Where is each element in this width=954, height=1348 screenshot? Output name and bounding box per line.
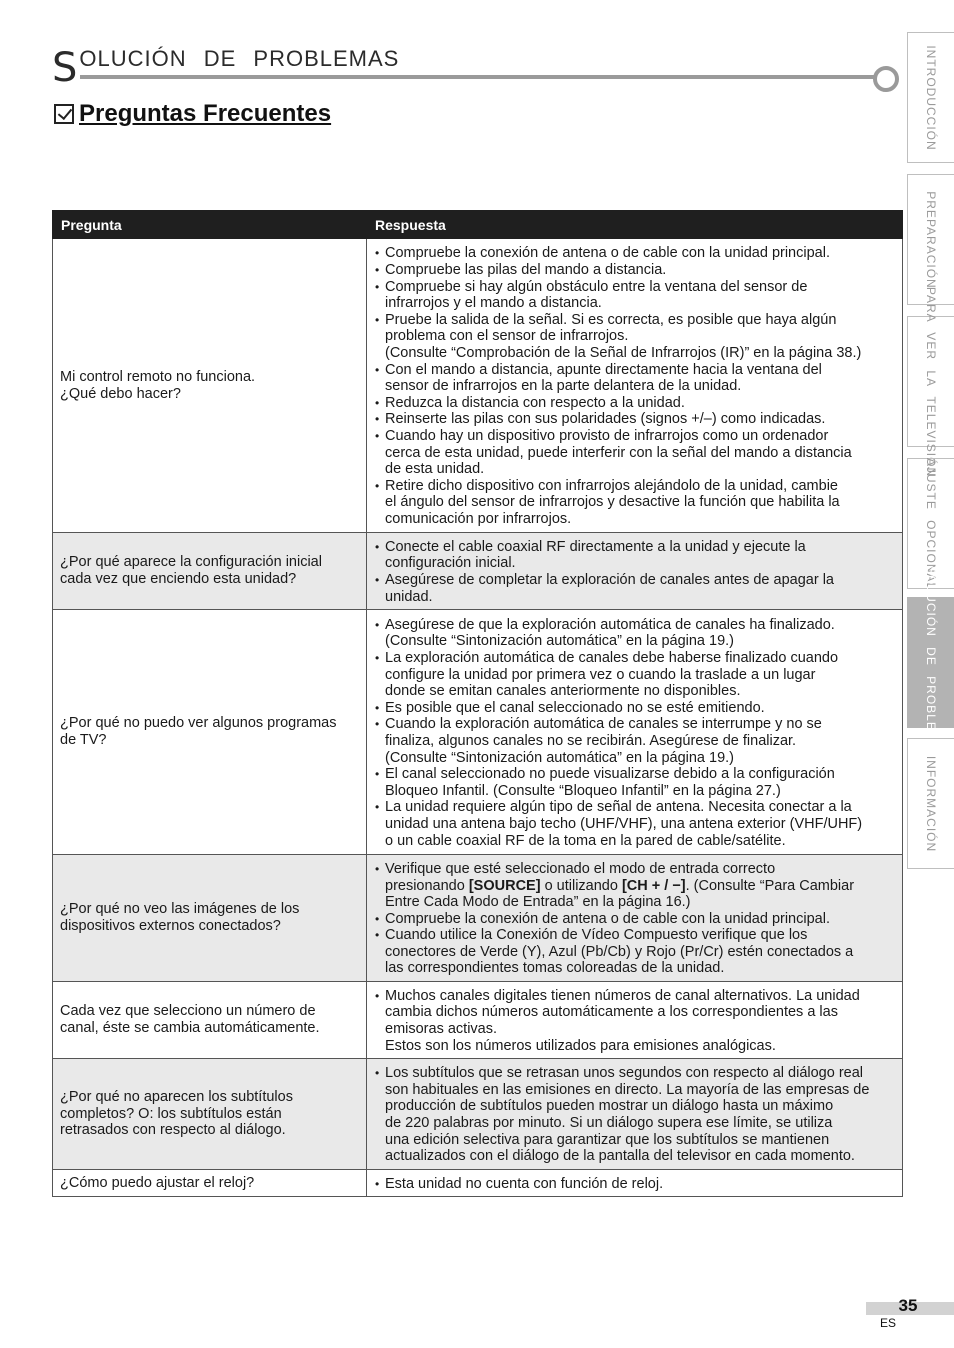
answer-text: • Compruebe las pilas del mando a distancia. [385, 262, 667, 279]
answer-text: • Esta unidad no cuenta con función de reloj. [385, 1175, 664, 1192]
answer-bullet [375, 1176, 894, 1193]
answer-text: • Compruebe la conexión de antena o de cable con la unidad principal. [385, 245, 830, 262]
answer-bullet [375, 650, 894, 700]
answer-text: • Asegúrese de completar la exploración de canales antes de apagar la [385, 572, 834, 588]
table-body [53, 239, 903, 1197]
question-text: completos? O: los subtítulos están [60, 1105, 282, 1122]
answer-text: producción de subtítulos pueden mostrar un diálogo hasta un máximo [385, 1098, 834, 1115]
answer-text: • Asegúrese de que la exploración automática de canales ha finalizado. [385, 616, 835, 633]
question-text: ¿Qué debo hacer? [60, 385, 181, 402]
answer-bullet [375, 312, 894, 362]
answer-text: finaliza, algunos canales no se recibirán. Asegúrese de finalizar. [385, 733, 797, 749]
answer-list [375, 988, 894, 1054]
question-text: canal, éste se cambia automáticamente. [60, 1020, 320, 1036]
header-rule-end-circle [873, 66, 899, 92]
side-tab-2[interactable] [907, 286, 954, 477]
answer-bullet [375, 766, 894, 799]
answer-text: • Es posible que el canal seleccionado no se esté emitiendo. [385, 699, 765, 716]
answer-text: • El canal seleccionado no puede visualizarse debido a la configuración [385, 766, 835, 783]
table-header-row [53, 211, 903, 239]
table-row [53, 239, 903, 533]
answer-text: sensor de infrarrojos en la parte delantera de la unidad. [385, 378, 742, 395]
answer-list [375, 245, 894, 527]
answer-text: las correspondientes tomas coloreadas de la unidad. [385, 960, 725, 977]
question-cell [53, 610, 367, 855]
question-text: ¿Por qué no aparecen los subtítulos [60, 1089, 293, 1106]
question-cell [53, 855, 367, 982]
answer-text: (Consulte “Sintonización automática” en la página 19.) [385, 749, 735, 766]
answer-list [375, 1176, 894, 1193]
question-cell [53, 1170, 367, 1197]
answer-cell [367, 1059, 903, 1170]
language-code: ES [880, 1316, 897, 1330]
answer-text: (Consulte “Sintonización automática” en la página 19.) [385, 633, 735, 650]
answer-bullet [375, 861, 894, 911]
question-text: ¿Por qué no veo las imágenes de los [60, 901, 300, 918]
answer-text: configuración inicial. [385, 555, 516, 572]
answer-cell [367, 610, 903, 855]
section-heading [54, 100, 331, 128]
answer-text: • Muchos canales digitales tienen números de canal alternativos. La unidad [385, 987, 860, 1004]
side-tab-5[interactable] [907, 738, 954, 869]
chapter-title [52, 44, 400, 91]
answer-bullet [375, 279, 894, 312]
answer-bullet [375, 988, 894, 1054]
answer-bullet [375, 572, 894, 605]
answer-text: • Con el mando a distancia, apunte directamente hacia la ventana del [385, 361, 822, 378]
answer-list [375, 539, 894, 605]
answer-list [375, 1065, 894, 1165]
answer-text: (Consulte “Comprobación de la Señal de Infrarrojos (IR)” en la página 38.) [385, 345, 862, 362]
answer-text: • Cuando la exploración automática de canales se interrumpe y no se [385, 716, 822, 733]
answer-text: • Conecte el cable coaxial RF directamente a la unidad y ejecute la [385, 538, 806, 555]
answer-bullet [375, 362, 894, 395]
answer-text: de 220 palabras por minuto. Si un diálogo supera ese límite, se utiliza [385, 1115, 833, 1131]
side-tab-label: SOLUCIÓN DE PROBLEMAS [924, 565, 938, 760]
answer-cell [367, 982, 903, 1059]
answer-text: • Compruebe la conexión de antena o de cable con la unidad principal. [385, 910, 830, 927]
answer-bullet [375, 799, 894, 849]
answer-cell [367, 855, 903, 982]
answer-bullet [375, 411, 894, 428]
table-row [53, 610, 903, 855]
answer-text: emisoras activas. [385, 1021, 498, 1037]
answer-text: • Los subtítulos que se retrasan unos segundos con respecto al diálogo real [385, 1065, 864, 1082]
question-text: cada vez que enciendo esta unidad? [60, 571, 297, 587]
column-header-answer: Respuesta [367, 211, 903, 239]
question-text: ¿Por qué no puedo ver algunos programas [60, 715, 337, 732]
question-cell [53, 982, 367, 1059]
answer-bullet [375, 1065, 894, 1165]
answer-bullet [375, 617, 894, 650]
answer-cell [367, 1170, 903, 1197]
question-text: ¿Cómo puedo ajustar el reloj? [60, 1174, 255, 1191]
answer-list [375, 861, 894, 977]
question-cell [53, 239, 367, 533]
answer-text: Bloqueo Infantil. (Consulte “Bloqueo Infantil” en la página 27.) [385, 782, 781, 799]
answer-bullet [375, 428, 894, 478]
question-cell [53, 533, 367, 610]
chapter-title-initial: S [52, 45, 78, 91]
answer-text: problema con el sensor de infrarrojos. [385, 328, 629, 345]
answer-bullet [375, 911, 894, 928]
column-header-question: Pregunta [53, 211, 367, 239]
question-text: Mi control remoto no funciona. [60, 368, 256, 385]
answer-text: cerca de esta unidad, puede interferir con la señal del mando a distancia [385, 444, 852, 461]
question-cell [53, 1059, 367, 1170]
answer-text: presionando [SOURCE] o utilizando [CH + / −]. (Consulte “Para Cambiar [385, 877, 855, 894]
question-text: ¿Por qué aparece la configuración inicial [60, 554, 322, 571]
question-text: dispositivos externos conectados? [60, 918, 281, 934]
answer-text: Entre Cada Modo de Entrada” en la página 16.) [385, 894, 691, 911]
answer-text: o un cable coaxial RF de la toma en la pared de cable/satélite. [385, 832, 786, 849]
checkbox-icon [54, 104, 74, 124]
answer-text: • La exploración automática de canales debe haberse finalizado cuando [385, 650, 839, 667]
header-rule [80, 75, 880, 79]
question-text: Cada vez que selecciono un número de [60, 1003, 316, 1020]
side-tab-4[interactable] [907, 565, 954, 760]
section-title: Preguntas Frecuentes [79, 100, 332, 127]
answer-bullet [375, 245, 894, 262]
answer-text: conectores de Verde (Y), Azul (Pb/Cb) y Rojo (Pr/Cr) estén conectados a [385, 943, 854, 960]
answer-text: • La unidad requiere algún tipo de señal de antena. Necesita conectar a la [385, 799, 852, 816]
answer-bullet [375, 539, 894, 572]
answer-text: son habituales en las emisiones en directo. La mayoría de las empresas de [385, 1081, 870, 1098]
answer-text: una edición selectiva para garantizar que los subtítulos se mantienen [385, 1131, 830, 1148]
answer-cell [367, 239, 903, 533]
answer-text: comunicación por infrarrojos. [385, 510, 572, 527]
faq-table [52, 210, 903, 1197]
answer-text: el ángulo del sensor de infrarrojos y desactive la función que habilita la [385, 494, 840, 511]
answer-text: unidad. [385, 588, 433, 605]
answer-text: infrarrojos y el mando a distancia. [385, 295, 602, 312]
answer-text: • Cuando utilice la Conexión de Vídeo Compuesto verifique que los [385, 927, 808, 944]
page-number: 35 [898, 1296, 918, 1315]
table-row [53, 1170, 903, 1197]
side-tab-label: PARA VER LA TELEVISIÓN [924, 286, 938, 477]
question-text: de TV? [60, 732, 107, 748]
answer-text: unidad una antena bajo techo (UHF/VHF), una antena exterior (VHF/UHF) [385, 815, 863, 832]
answer-text: de esta unidad. [385, 461, 485, 478]
table-row [53, 533, 903, 610]
answer-bullet [375, 262, 894, 279]
answer-text: • Compruebe si hay algún obstáculo entre la ventana del sensor de [385, 278, 808, 295]
answer-bullet [375, 395, 894, 412]
answer-text: • Verifique que esté seleccionado el modo de entrada correcto [385, 860, 776, 877]
side-tab-label: PREPARACIÓN [924, 190, 938, 289]
side-tab-label: INFORMACIÓN [924, 755, 938, 852]
answer-cell [367, 533, 903, 610]
answer-bullet [375, 478, 894, 528]
table-row [53, 982, 903, 1059]
answer-text: • Pruebe la salida de la señal. Si es correcta, es posible que haya algún [385, 311, 837, 328]
answer-bullet [375, 716, 894, 766]
answer-text: cambia dichos números automáticamente a los correspondientes a las [385, 1004, 838, 1021]
side-tab-0[interactable] [907, 32, 954, 163]
answer-text: actualizados con el diálogo de la pantalla del televisor en cada momento. [385, 1148, 855, 1165]
table-row [53, 855, 903, 982]
answer-text: configure la unidad por primera vez o cuando la traslade a un lugar [385, 666, 816, 683]
side-tab-label: INTRODUCCIÓN [924, 44, 938, 151]
chapter-title-rest: OLUCIÓN DE PROBLEMAS [79, 46, 400, 71]
answer-text: donde se emitan canales anteriormente no disponibles. [385, 683, 741, 700]
table-row [53, 1059, 903, 1170]
side-tab-label: AJUSTE OPCIONAL [924, 457, 938, 590]
answer-text: • Retire dicho dispositivo con infrarrojos alejándolo de la unidad, cambie [385, 477, 838, 494]
answer-text: Estos son los números utilizados para emisiones analógicas. [385, 1037, 776, 1054]
answer-text: • Reduzca la distancia con respecto a la unidad. [385, 394, 685, 411]
question-text: retrasados con respecto al diálogo. [60, 1122, 286, 1139]
answer-text: • Cuando hay un dispositivo provisto de infrarrojos como un ordenador [385, 427, 829, 444]
answer-bullet [375, 927, 894, 977]
answer-list [375, 617, 894, 849]
side-tab-1[interactable] [907, 174, 954, 305]
answer-bullet [375, 700, 894, 717]
answer-text: • Reinserte las pilas con sus polaridades (signos +/–) como indicadas. [385, 411, 826, 428]
